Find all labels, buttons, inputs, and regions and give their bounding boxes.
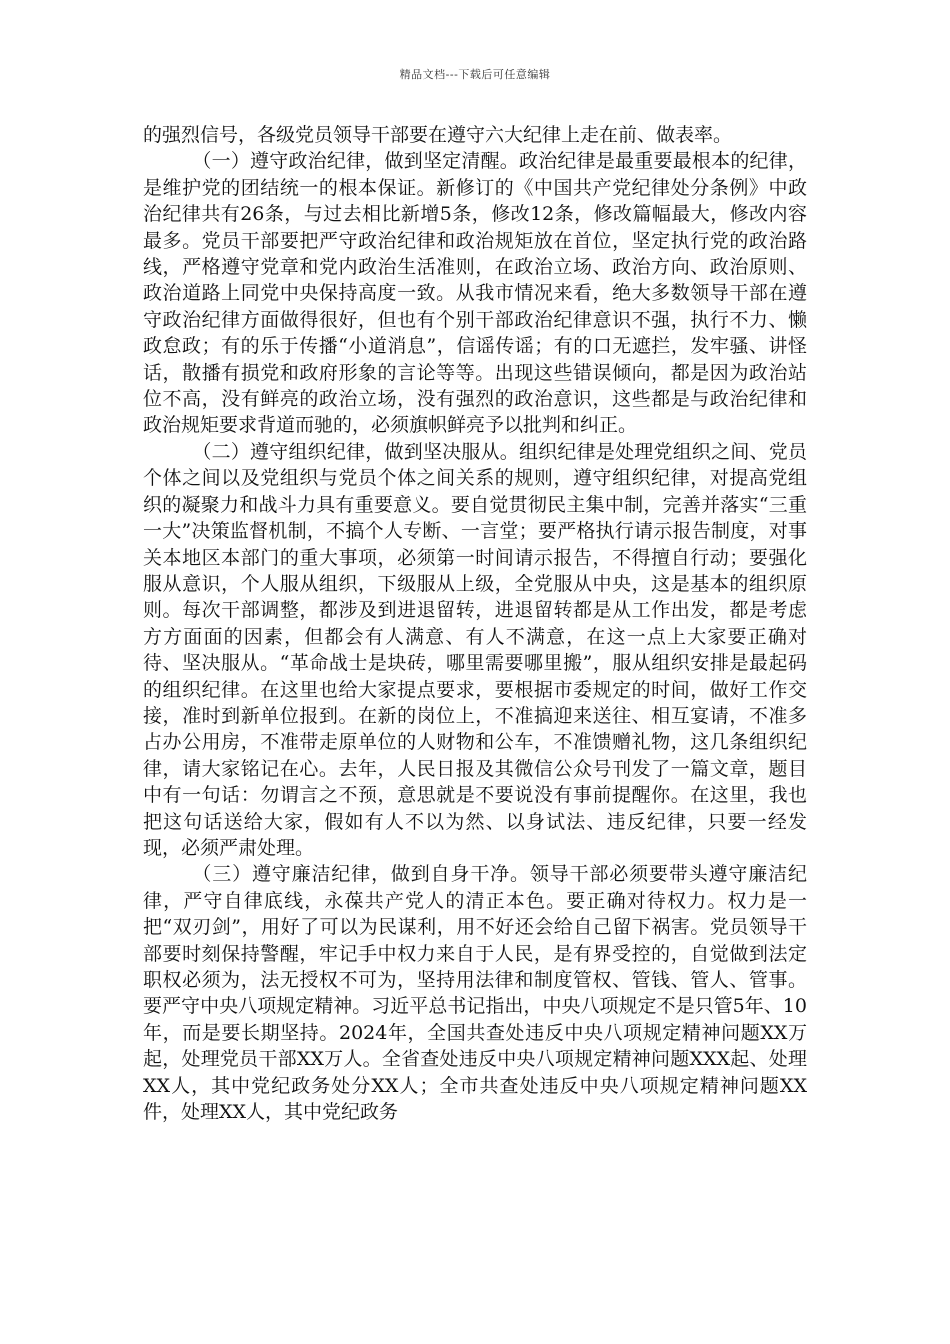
paragraph-political-discipline: （一）遵守政治纪律，做到坚定清醒。政治纪律是最重要最根本的纪律，是维护党的团结统一的根本保证。新修订的《中国共产党纪律处分条例》中政治纪律共有26条，与过去相比新增5条，修改12条，修改篇幅最大，修改内容最多。党员干部要把严守政治纪律和政治规矩放在首位，坚定执行党的政治路线，严格遵守党章和党内政治生活准则，在政治立场、政治方向、政治原则、政治道路上同党中央保持高度一致。从我市情况来看，绝大多数领导干部在遵守政治纪律方面做得很好，但也有个别干部政治纪律意识不强，执行不力、懒政怠政；有的乐于传播“小道消息”，信谣传谣；有的口无遮拦，发牢骚、讲怪话，散播有损党和政府形象的言论等等。出现这些错误倾向，都是因为政治站位不高，没有鲜亮的政治立场，没有强烈的政治意识，这些都是与政治纪律和政治规矩要求背道而驰的，必须旗帜鲜亮予以批判和纠正。: [143, 150, 807, 437]
paragraph-integrity-discipline: （三）遵守廉洁纪律，做到自身干净。领导干部必须要带头遵守廉洁纪律，严守自律底线，永葆共产党人的清正本色。要正确对待权力。权力是一把“双刃剑”，用好了可以为民谋利，用不好还会给自己留下祸害。党员领导干部要时刻保持警醒，牢记手中权力来自于人民，是有界受控的，自觉做到法定职权必须为，法无授权不可为，坚持用法律和制度管权、管钱、管人、管事。要严守中央八项规定精神。习近平总书记指出，中央八项规定不是只管5年、10年，而是要长期坚持。2024年，全国共查处违反中央八项规定精神问题XX万起，处理党员干部XX万人。全省查处违反中央八项规定精神问题XXX起、处理XX人，其中党纪政务处分XX人；全市共查处违反中央八项规定精神问题XX件，处理XX人，其中党纪政务: [143, 863, 807, 1124]
paragraph-continuation: 的强烈信号，各级党员领导干部要在遵守六大纪律上走在前、做表率。: [143, 124, 733, 146]
document-body: [143, 122, 807, 1125]
page-header: 精品文档---下载后可任意编辑: [399, 68, 551, 81]
paragraph-organizational-discipline: （二）遵守组织纪律，做到坚决服从。组织纪律是处理党组织之间、党员个体之间以及党组织与党员个体之间关系的规则，遵守组织纪律，对提高党组织的凝聚力和战斗力具有重要意义。要自觉贯彻民主集中制，完善并落实“三重一大”决策监督机制，不搞个人专断、一言堂；要严格执行请示报告制度，对事关本地区本部门的重大事项，必须第一时间请示报告，不得擅自行动；要强化服从意识，个人服从组织，下级服从上级，全党服从中央，这是基本的组织原则。每次干部调整，都涉及到进退留转，进退留转都是从工作出发，都是考虑方方面面的因素，但都会有人满意、有人不满意，在这一点上大家要正确对待、坚决服从。“革命战士是块砖，哪里需要哪里搬”，服从组织安排是最起码的组织纪律。在这里也给大家提点要求，要根据市委规定的时间，做好工作交接，准时到新单位报到。在新的岗位上，不准搞迎来送往、相互宴请，不准多占办公用房，不准带走原单位的人财物和公车，不准馈赠礼物，这几条组织纪律，请大家铭记在心。去年，人民日报及其微信公众号刊发了一篇文章，题目中有一句话：勿谓言之不预，意思就是不要说没有事前提醒你。在这里，我也把这句话送给大家，假如有人不以为然、以身试法、违反纪律，只要一经发现，必须严肃处理。: [143, 440, 807, 859]
